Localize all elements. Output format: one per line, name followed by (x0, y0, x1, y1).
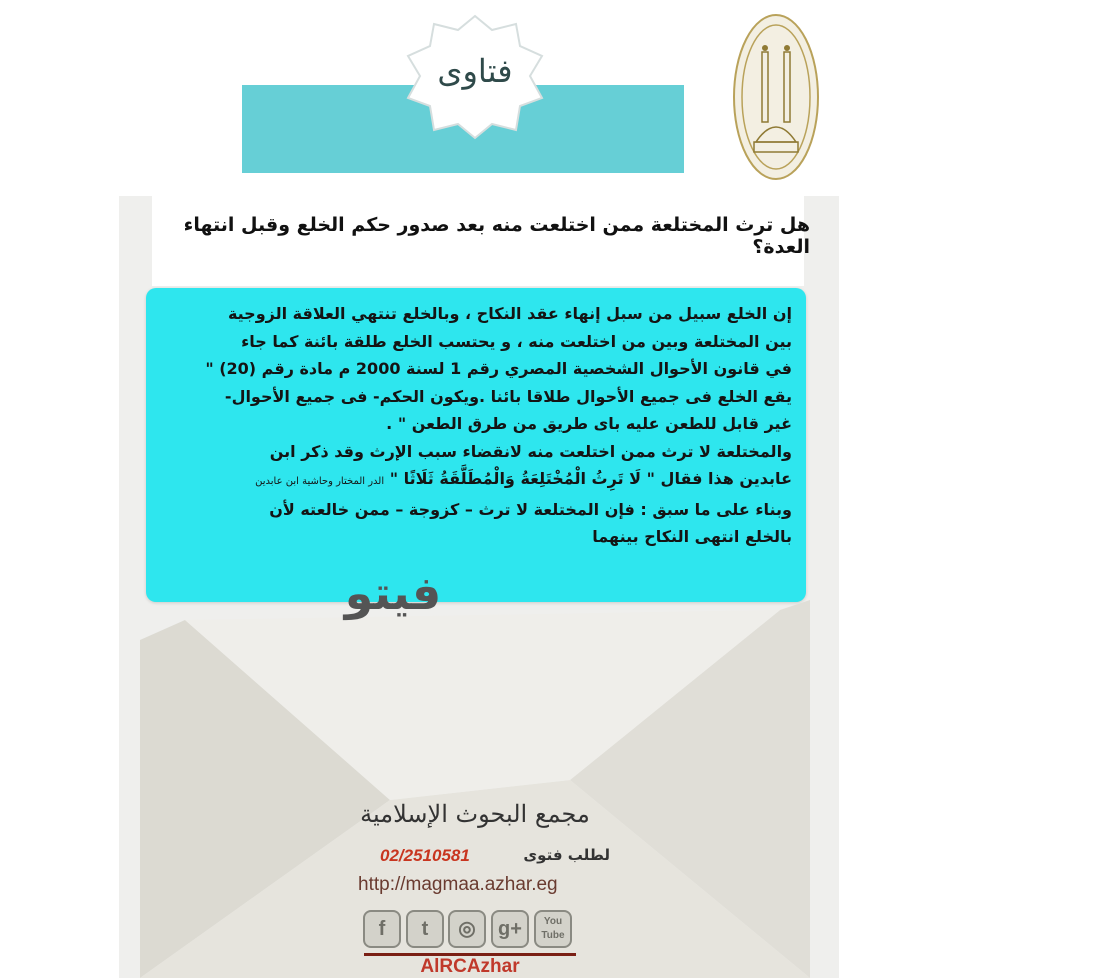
azhar-emblem-logo (732, 12, 820, 182)
watermark-logo: فيتو (344, 566, 442, 620)
answer-line: وبناء على ما سبق : فإن المختلعة لا ترث – كزوجة – ممن خالعته لأن (269, 499, 792, 519)
badge-title: فتاوى (437, 52, 513, 90)
answer-line: بين المختلعة وبين من اختلعت منه ، و يحتسب الخلع طلقة بائنة كما جاء (241, 331, 792, 351)
answer-line: في قانون الأحوال الشخصية المصري رقم 1 لسنة 2000 م مادة رقم (20) " (205, 359, 792, 378)
answer-line: إن الخلع سبيل من سبل إنهاء عقد النكاح ، وبالخلع تنتهي العلاقة الزوجية (227, 304, 792, 323)
answer-text (160, 300, 792, 551)
social-handle[interactable]: AlRCAzhar (420, 956, 520, 977)
answer-line: غير قابل للطعن عليه باى طريق من طرق الطعن " . (386, 414, 792, 433)
answer-line: يقع الخلع فى جميع الأحوال طلاقا بائنا .ويكون الحكم- فى جميع الأحوال- (224, 386, 792, 406)
answer-line (160, 465, 792, 496)
youtube-icon[interactable]: You Tube (534, 910, 572, 948)
twitter-icon[interactable]: t (406, 910, 444, 948)
fatwa-request-label: لطلب فتوى (523, 846, 610, 864)
googleplus-icon[interactable]: g+ (491, 910, 529, 948)
organization-name: مجمع البحوث الإسلامية (360, 800, 590, 828)
instagram-icon[interactable]: ◎ (448, 910, 486, 948)
website-link[interactable]: http://magmaa.azhar.eg (358, 874, 558, 895)
question-text: هل ترث المختلعة ممن اختلعت منه بعد صدور حكم الخلع وقبل انتهاء العدة؟ (183, 214, 810, 258)
facebook-icon[interactable]: f (363, 910, 401, 948)
quote-text: عابدين هذا فقال " لَا تَرِثُ الْمُخْتَلِعَةُ وَالْمُطَلَّقَةُ ثَلَاثًا " (389, 469, 792, 488)
answer-line: بالخلع انتهى النكاح بينهما (592, 527, 792, 546)
phone-number[interactable]: 02/2510581 (380, 846, 470, 865)
answer-line: والمختلعة لا ترث ممن اختلعت منه لانقضاء سبب الإرث وقد ذكر ابن (269, 441, 792, 461)
quote-source: الدر المختار وحاشية ابن عابدين (255, 476, 385, 487)
